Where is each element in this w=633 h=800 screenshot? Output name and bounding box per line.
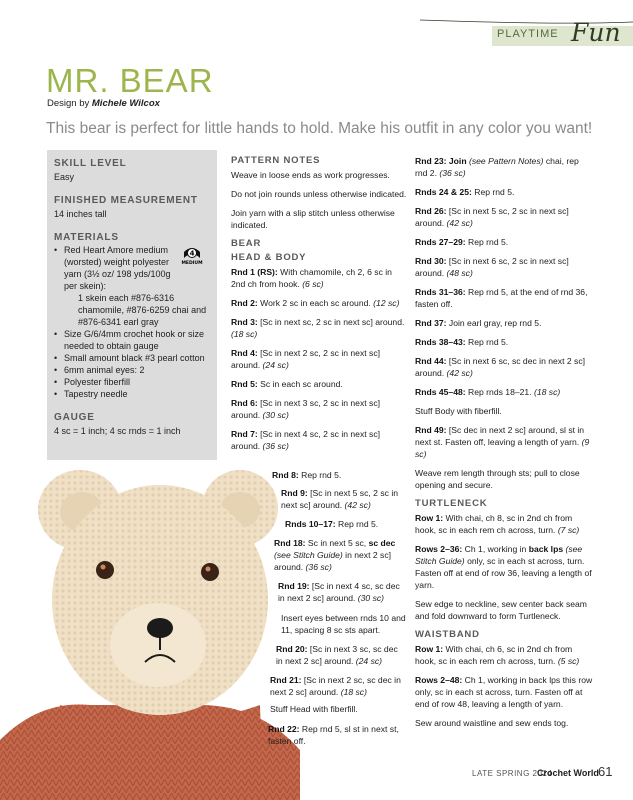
material-item: • Size G/6/4mm crochet hook or size needed to obtain gauge	[54, 328, 214, 352]
pattern-instruction	[415, 205, 593, 229]
instruction-text: [Sc dec in next 2 sc] around, sl st in next st. Fasten off, leaving a length of yarn.	[415, 425, 585, 447]
stitch-count: (24 sc)	[355, 656, 383, 666]
page-number: 61	[598, 764, 613, 779]
pattern-instruction	[415, 467, 593, 491]
pattern-note: Join yarn with a slip stitch unless otherwise indicated.	[231, 208, 395, 230]
pattern-instruction	[415, 186, 593, 198]
pattern-notes-heading: PATTERN NOTES	[231, 155, 321, 166]
pattern-instruction	[415, 386, 593, 398]
instruction-text: Rep rnd 5.	[465, 237, 509, 247]
material-item: • Tapestry needle	[54, 388, 214, 400]
pattern-instruction	[415, 355, 593, 379]
stitch-count: (6 sc)	[302, 279, 324, 289]
round-block	[276, 643, 404, 674]
skill-value: Easy	[54, 172, 75, 182]
section-tag-label: PLAYTIME	[497, 28, 559, 40]
instruction-text: in next 2 sc] around.	[274, 550, 392, 572]
page-title: MR. BEAR	[46, 62, 214, 99]
instruction-text: Ch 1, working in	[462, 544, 529, 554]
instruction-text: Rep rnd 5.	[471, 187, 515, 197]
stitch-count: (42 sc)	[344, 500, 371, 510]
pattern-instruction	[231, 397, 407, 421]
instruction-text: Stuff Body with fiberfill.	[415, 406, 502, 416]
pattern-instruction	[415, 405, 593, 417]
instruction-text: Sew around waistline and sew ends tog.	[415, 718, 569, 728]
instruction-label: Rnd 9:	[281, 488, 308, 498]
pattern-instruction	[415, 643, 593, 667]
pattern-instruction	[415, 598, 593, 622]
materials-heading: MATERIALS	[54, 232, 119, 243]
pattern-instruction	[231, 428, 407, 452]
instruction-label: Rnds 31–36:	[415, 287, 466, 297]
instruction-text: Rep rnd 5.	[335, 519, 379, 529]
instruction-label: Rnd 49:	[415, 425, 447, 435]
instruction-text: [Sc in next 2 sc, sc dec in next 2 sc] around.	[270, 675, 401, 697]
instruction-text: only, sc in each st across, turn. Fasten off at end of row 36, leaving a length of yarn.	[415, 556, 592, 590]
pattern-instruction	[415, 512, 593, 536]
pattern-instruction	[415, 543, 593, 591]
section-tag-script: Fun	[571, 18, 621, 47]
material-item: • Small amount black #3 pearl cotton	[54, 352, 214, 364]
stitch-count: (36 sc)	[305, 562, 332, 572]
pattern-instruction	[231, 347, 407, 371]
stitch-count: (9 sc)	[415, 437, 590, 459]
stitch-count: (30 sc)	[262, 410, 289, 420]
pattern-instruction	[415, 336, 593, 348]
instruction-label: Rnds 45–48:	[415, 387, 466, 397]
instruction-label: Rnd 44:	[415, 356, 447, 366]
instruction-label: Rnd 21:	[270, 675, 302, 685]
round-block	[278, 580, 406, 611]
pattern-instruction	[285, 518, 405, 530]
instruction-label: Rnd 26:	[415, 206, 447, 216]
instruction-text: [Sc in next 4 sc, sc dec in next 2 sc] around.	[278, 581, 400, 603]
instruction-text: Rep rnd 5, sl st in next st, fasten off.	[268, 724, 399, 746]
waistband-rows	[415, 643, 593, 729]
stitch-count: (42 sc)	[446, 368, 473, 378]
pattern-instruction	[276, 643, 404, 667]
instruction-label: Rnd 5:	[231, 379, 258, 389]
stitch-count: (36 sc)	[262, 441, 289, 451]
pattern-instruction	[415, 424, 593, 460]
round-block	[285, 518, 405, 537]
byline-author: Michele Wilcox	[91, 98, 160, 109]
stitch-count: (18 sc)	[340, 687, 367, 697]
instruction-term: sc dec	[368, 538, 396, 548]
instruction-text: With chamomile, ch 2, 6 sc in 2nd ch from hook.	[231, 267, 392, 289]
material-item	[54, 244, 214, 328]
stitch-count: (18 sc)	[533, 387, 561, 397]
stitch-count: (7 sc)	[557, 525, 580, 535]
stitch-count: (30 sc)	[357, 593, 385, 603]
instruction-label: Rnds 10–17:	[285, 519, 336, 529]
pattern-note: Weave in loose ends as work progresses.	[231, 170, 390, 180]
instruction-label: Rnd 6:	[231, 398, 258, 408]
instruction-label: Rnds 24 & 25:	[415, 187, 472, 197]
instruction-label: Rows 2–48:	[415, 675, 463, 685]
materials-box	[47, 150, 217, 460]
pattern-instruction	[231, 297, 407, 309]
instruction-text: Rep rnd 5.	[465, 337, 509, 347]
pattern-instruction	[270, 703, 408, 715]
pattern-column-2	[231, 155, 407, 459]
instruction-text: [Sc in next 6 sc, 2 sc in next sc] around.	[415, 256, 569, 278]
round-block	[272, 469, 402, 488]
bear-photo	[0, 450, 300, 800]
measurement-heading: FINISHED MEASUREMENT	[54, 195, 198, 206]
pattern-instruction	[272, 469, 402, 481]
skill-heading: SKILL LEVEL	[54, 158, 127, 169]
instruction-text: [Sc in next 3 sc, 2 sc in next sc] around.	[231, 398, 381, 420]
yarn-weight-label: MEDIUM	[181, 261, 203, 265]
pattern-note: Do not join rounds unless otherwise indicated.	[231, 189, 407, 199]
instruction-note: (see Stitch Guide)	[415, 544, 583, 566]
instruction-text: Rep rnd 5, at the end of rnd 36, fasten off.	[415, 287, 588, 309]
pattern-instruction	[415, 674, 593, 710]
instruction-text: [Sc in next sc, 2 sc in next sc] around.	[257, 317, 405, 327]
pattern-instruction	[278, 580, 406, 604]
pattern-instruction	[270, 674, 408, 698]
footer-issue: LATE SPRING 2024	[472, 769, 553, 778]
instruction-text: chai, rep rnd 2.	[415, 156, 579, 178]
turtleneck-heading: TURTLENECK	[415, 498, 488, 509]
waistband-heading: WAISTBAND	[415, 629, 480, 640]
byline-prefix: Design by	[47, 98, 92, 109]
instruction-text: Ch 1, working in back lps this row only, sc in each st across, turn. Fasten off at end of row 48, leaving a length of yarn.	[415, 675, 593, 709]
instruction-text: [Sc in next 5 sc, 2 sc in next sc] around.	[281, 488, 399, 510]
body-rounds-continued	[415, 155, 593, 491]
instruction-text: Rep rnds 18–21.	[465, 387, 534, 397]
material-item: • 6mm animal eyes: 2	[54, 364, 214, 376]
instruction-label: Row 1:	[415, 644, 444, 654]
pattern-instruction	[231, 266, 407, 290]
instruction-label: Rnd 23: Join	[415, 156, 467, 166]
head-body-rounds	[231, 266, 407, 452]
instruction-label: Rnd 7:	[231, 429, 258, 439]
instruction-label: Rows 2–36:	[415, 544, 463, 554]
instruction-text: Weave rem length through sts; pull to close opening and secure.	[415, 468, 580, 490]
instruction-label: Rnd 2:	[231, 298, 258, 308]
instruction-label: Rnd 20:	[276, 644, 308, 654]
instruction-text: [Sc in next 6 sc, sc dec in next 2 sc] around.	[415, 356, 586, 378]
stitch-count: (48 sc)	[446, 268, 473, 278]
yarn-weight-number: 4	[189, 249, 195, 258]
instruction-text: [Sc in next 4 sc, 2 sc in next sc] around.	[231, 429, 381, 451]
instruction-text: [Sc in next 5 sc, 2 sc in next sc] around.	[415, 206, 569, 228]
instruction-text: [Sc in next 2 sc, 2 sc in next sc] around.	[231, 348, 381, 370]
pattern-instruction	[415, 317, 593, 329]
materials-list	[54, 244, 214, 400]
round-block	[270, 703, 408, 722]
instruction-note: (see Stitch Guide)	[274, 550, 343, 560]
gauge-heading: GAUGE	[54, 412, 95, 423]
head-body-heading: HEAD & BODY	[231, 252, 307, 263]
instruction-text: [Sc in next 3 sc, sc dec in next 2 sc] around.	[276, 644, 398, 666]
pattern-instruction	[415, 236, 593, 248]
instruction-text: Sc in next 5 sc,	[305, 538, 369, 548]
stitch-count: (5 sc)	[557, 656, 580, 666]
gauge-value: 4 sc = 1 inch; 4 sc rnds = 1 inch	[54, 426, 181, 436]
round-block	[270, 674, 408, 705]
pattern-instruction	[415, 255, 593, 279]
instruction-label: Rnd 3:	[231, 317, 258, 327]
instruction-text: With chai, ch 6, sc in 2nd ch from hook, sc in each rem ch across, turn.	[415, 644, 573, 666]
pattern-instruction	[415, 286, 593, 310]
instruction-label: Rnd 1 (RS):	[231, 267, 278, 277]
round-block	[281, 612, 406, 643]
instruction-text: Join earl gray, rep rnd 5.	[446, 318, 542, 328]
footer-magazine: Crochet World	[537, 768, 599, 778]
turtleneck-rows	[415, 512, 593, 622]
stitch-count: (36 sc)	[439, 168, 466, 178]
pattern-instruction	[415, 155, 593, 179]
instruction-text: Work 2 sc in each sc around.	[257, 298, 374, 308]
instruction-label: Rnd 22:	[268, 724, 300, 734]
bear-heading: BEAR	[231, 238, 262, 249]
pattern-column-3	[415, 155, 593, 736]
instruction-text: Sc in each sc around.	[257, 379, 343, 389]
stitch-count: (24 sc)	[262, 360, 289, 370]
instruction-label: Rnd 18:	[274, 538, 306, 548]
intro-text: This bear is perfect for little hands to hold. Make his outfit in any color you want!	[46, 120, 593, 137]
instruction-label: Rnd 8:	[272, 470, 299, 480]
instruction-text: Insert eyes between rnds 10 and 11, spacing 8 sc sts apart.	[281, 613, 406, 635]
stitch-count: (42 sc)	[446, 218, 473, 228]
pattern-instruction	[281, 612, 406, 636]
instruction-text: Rep rnd 5.	[298, 470, 342, 480]
pattern-instruction	[231, 316, 407, 340]
stitch-count: (18 sc)	[231, 329, 258, 339]
instruction-label: Rnd 30:	[415, 256, 447, 266]
instruction-text: With chai, ch 8, sc in 2nd ch from hook, sc in each rem ch across, turn.	[415, 513, 573, 535]
instruction-note: (see Pattern Notes)	[466, 156, 544, 166]
material-item: • Polyester fiberfill	[54, 376, 214, 388]
pattern-instruction	[274, 537, 408, 573]
instruction-label: Rnd 19:	[278, 581, 310, 591]
instruction-label: Row 1:	[415, 513, 444, 523]
byline	[47, 98, 160, 109]
measurement-value: 14 inches tall	[54, 209, 107, 219]
pattern-instruction	[231, 378, 407, 390]
instruction-text: Sew edge to neckline, sew center back seam and fold downward to form Turtleneck.	[415, 599, 587, 621]
instruction-label: Rnd 4:	[231, 348, 258, 358]
round-block	[268, 723, 408, 754]
instruction-term: back lps	[528, 544, 564, 554]
pattern-instruction	[415, 717, 593, 729]
stitch-count: (12 sc)	[373, 298, 400, 308]
pattern-instruction	[281, 487, 406, 511]
material-subitem: 1 skein each #876-6316 chamomile, #876-6259 chai and #876-6341 earl gray	[78, 293, 207, 327]
round-block	[274, 537, 408, 580]
instruction-text: Stuff Head with fiberfill.	[270, 704, 358, 714]
material-text: • Red Heart Amore medium (worsted) weight polyester yarn (3½ oz/ 198 yds/100g per skein):	[64, 245, 171, 291]
instruction-label: Rnds 27–29:	[415, 237, 466, 247]
instruction-label: Rnds 38–43:	[415, 337, 466, 347]
round-block	[281, 487, 406, 518]
instruction-label: Rnd 37:	[415, 318, 447, 328]
pattern-instruction	[268, 723, 408, 747]
